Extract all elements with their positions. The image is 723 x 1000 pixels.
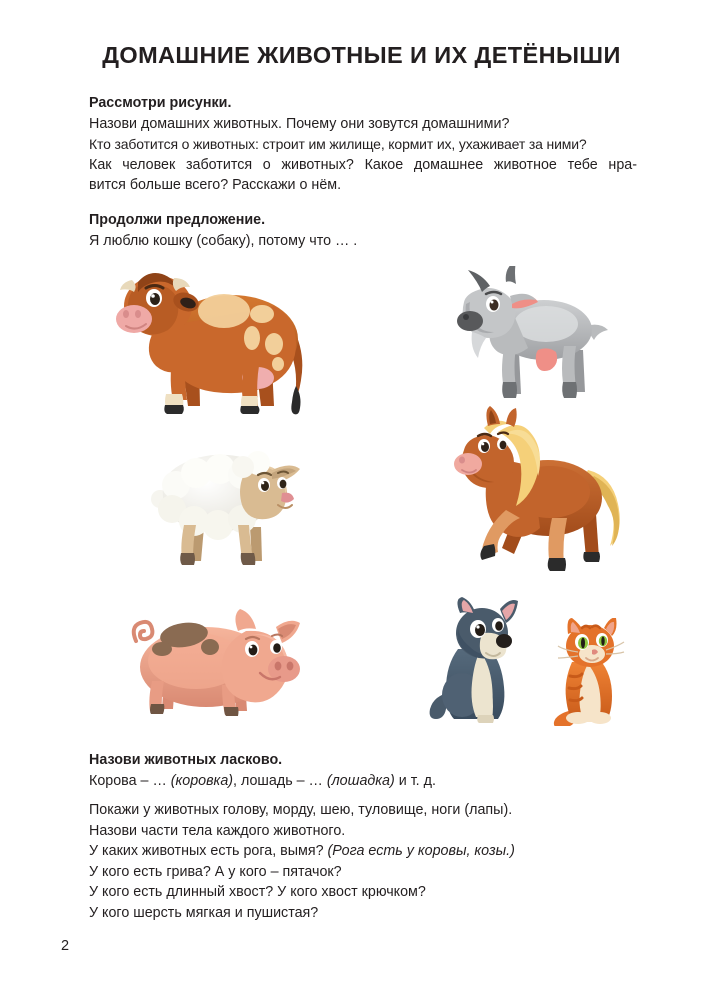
section-continue [89,210,637,251]
question-line-4: У кого есть грива? А у кого – пятачок? [89,863,342,880]
look-line-1: Назови домашних животных. Почему они зовутся домашними? [89,115,510,132]
affectionate-line [89,771,637,792]
illustration-sheep [142,441,320,575]
question-line-2: Назови части тела каждого животного. [89,822,346,839]
illustration-dog [428,597,532,725]
continue-heading: Продолжи предложение. [89,212,266,228]
affectionate-italic-2: (лошадка) [326,772,395,789]
page-number: 2 [61,938,70,954]
affectionate-italic-1: (коровка) [170,772,234,789]
affectionate-heading: Назови животных ласково. [89,752,283,768]
question-line-3-answer: (Рога есть у коровы, козы.) [327,843,515,860]
illustration-pig [118,607,314,729]
question-line-3-text: У каких животных есть рога, вымя? [89,843,328,860]
look-line-2: Кто заботится о животных: строит им жилище, кормит их, ухаживает за ними? [89,136,587,153]
look-line-3: Как человек заботится о животных? Какое домашнее животное тебе нра- [89,156,637,173]
illustration-cow [106,266,318,416]
affectionate-middle: , лошадь – … [233,772,327,789]
affectionate-suffix: и т. д. [394,772,436,789]
continue-line: Я люблю кошку (собаку), потому что … . [89,232,358,249]
question-line-1: Покажи у животных голову, морду, шею, туловище, ноги (лапы). [89,802,513,818]
section-affectionate [89,750,637,791]
look-heading: Рассмотри рисунки. [89,95,232,111]
question-line-3 [89,841,637,862]
illustration-horse [448,406,640,584]
illustration-goat [446,266,626,406]
question-line-5: У кого есть длинный хвост? У кого хвост крючком? [89,884,426,901]
section-look [89,93,637,196]
section-questions [89,800,637,924]
illustration-cat [548,618,626,726]
look-line-4: вится больше всего? Расскажи о нём. [89,177,342,194]
question-line-6: У кого шерсть мягкая и пушистая? [89,904,319,921]
affectionate-prefix: Корова – … [89,772,171,789]
page-title: ДОМАШНИЕ ЖИВОТНЫЕ И ИХ ДЕТЁНЫШИ [102,42,621,68]
